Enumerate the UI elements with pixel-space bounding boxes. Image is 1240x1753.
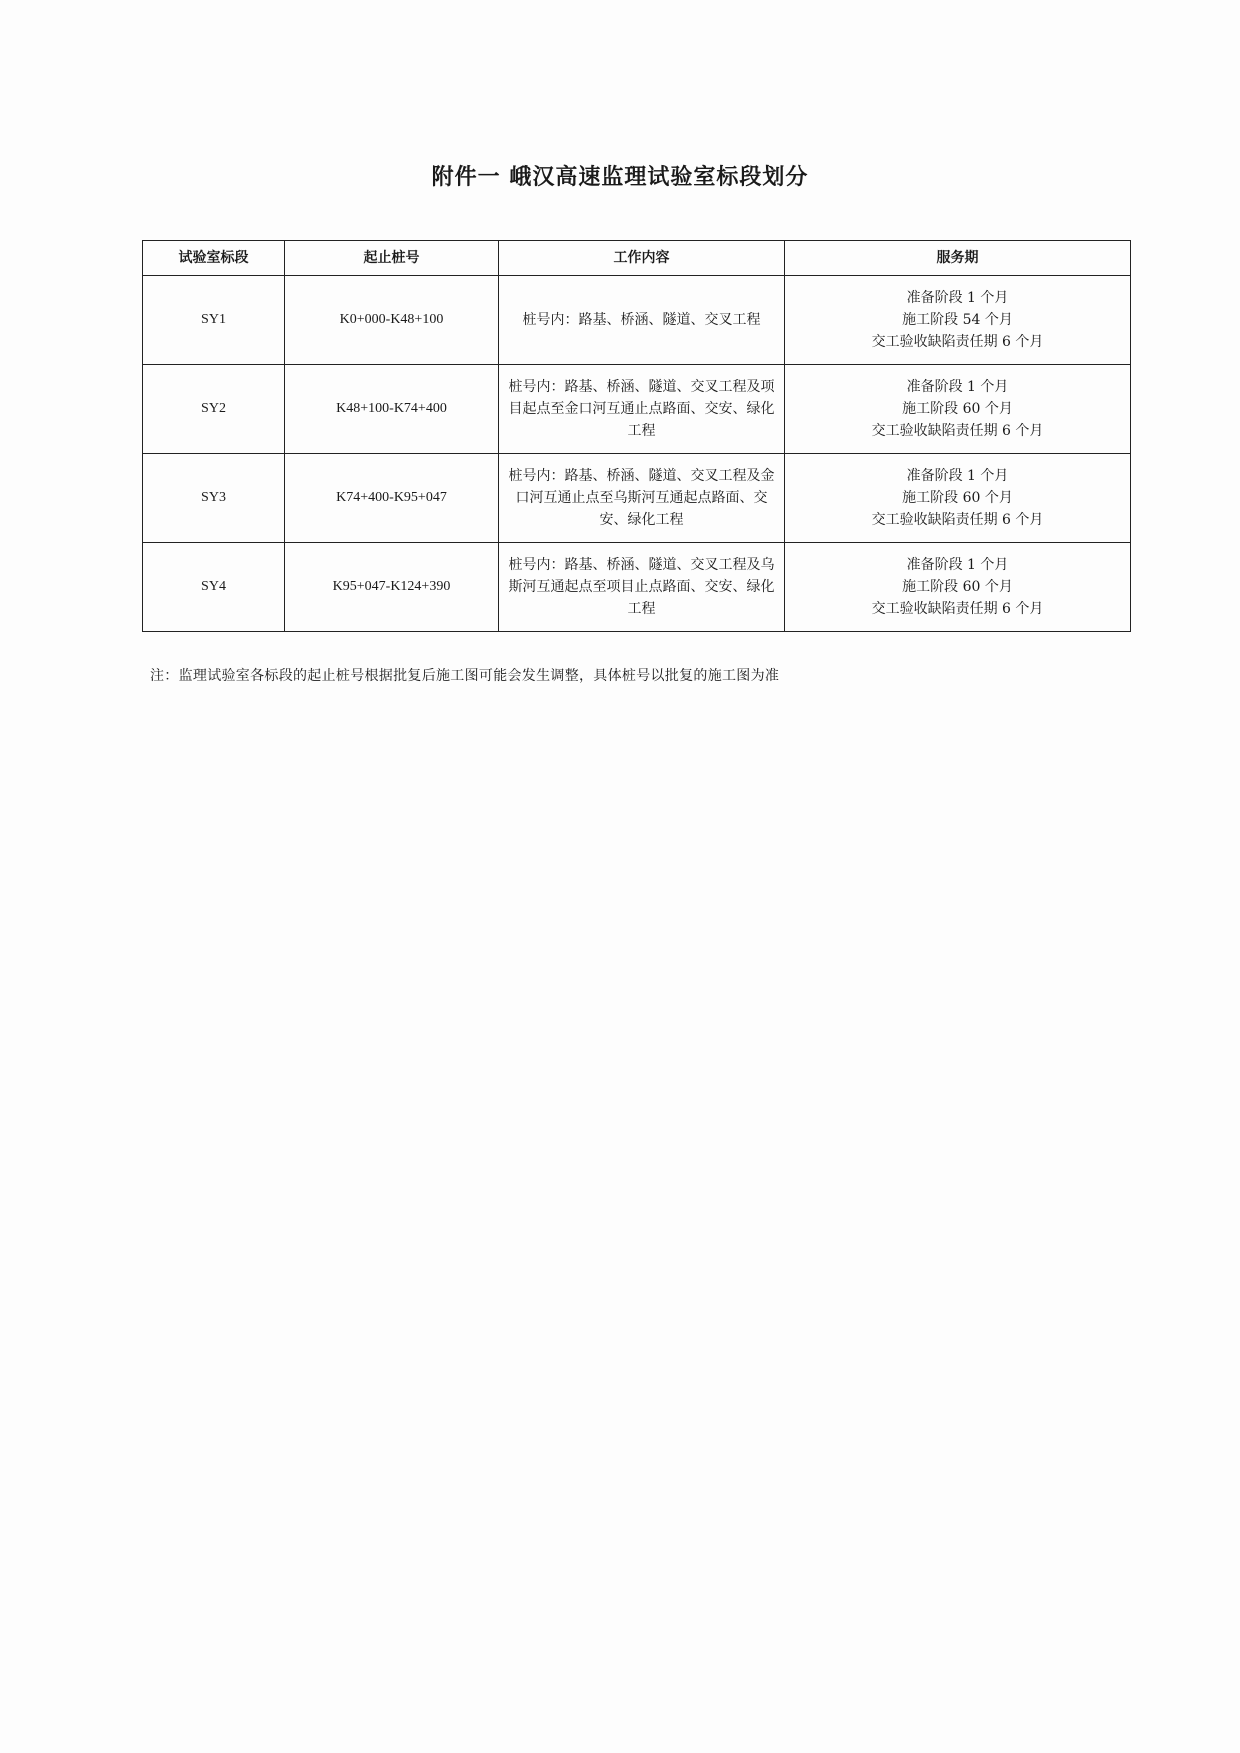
header-content: 工作内容 bbox=[499, 241, 785, 276]
section-table bbox=[142, 240, 1131, 632]
table-header-row bbox=[143, 241, 1131, 276]
cell-section: SY1 bbox=[143, 276, 285, 365]
service-line: 准备阶段 1 个月 bbox=[906, 290, 1009, 306]
document-title: 附件一 峨汉高速监理试验室标段划分 bbox=[431, 165, 809, 190]
cell-service bbox=[785, 365, 1131, 454]
service-line: 准备阶段 1 个月 bbox=[906, 379, 1009, 395]
cell-range: K48+100-K74+400 bbox=[285, 365, 499, 454]
service-line: 交工验收缺陷责任期 6 个月 bbox=[871, 423, 1044, 439]
cell-service bbox=[785, 454, 1131, 543]
table-row bbox=[143, 276, 1131, 365]
service-line: 准备阶段 1 个月 bbox=[906, 468, 1009, 484]
header-section: 试验室标段 bbox=[143, 241, 285, 276]
table-row bbox=[143, 365, 1131, 454]
cell-range: K0+000-K48+100 bbox=[285, 276, 499, 365]
cell-service bbox=[785, 276, 1131, 365]
cell-range: K74+400-K95+047 bbox=[285, 454, 499, 543]
service-line: 交工验收缺陷责任期 6 个月 bbox=[871, 601, 1044, 617]
service-line: 施工阶段 60 个月 bbox=[902, 579, 1013, 595]
cell-service bbox=[785, 543, 1131, 632]
service-line: 施工阶段 54 个月 bbox=[902, 312, 1013, 328]
cell-section: SY4 bbox=[143, 543, 285, 632]
cell-section: SY3 bbox=[143, 454, 285, 543]
table-row bbox=[143, 454, 1131, 543]
cell-section: SY2 bbox=[143, 365, 285, 454]
service-line: 交工验收缺陷责任期 6 个月 bbox=[871, 334, 1044, 350]
cell-content: 桩号内：路基、桥涵、隧道、交叉工程及金口河互通止点至乌斯河互通起点路面、交安、绿化工程 bbox=[499, 454, 785, 543]
service-line: 交工验收缺陷责任期 6 个月 bbox=[871, 512, 1044, 528]
service-line: 施工阶段 60 个月 bbox=[902, 401, 1013, 417]
cell-content: 桩号内：路基、桥涵、隧道、交叉工程及乌斯河互通起点至项目止点路面、交安、绿化工程 bbox=[499, 543, 785, 632]
header-service: 服务期 bbox=[785, 241, 1131, 276]
cell-content: 桩号内：路基、桥涵、隧道、交叉工程及项目起点至金口河互通止点路面、交安、绿化工程 bbox=[499, 365, 785, 454]
cell-content: 桩号内：路基、桥涵、隧道、交叉工程 bbox=[499, 276, 785, 365]
document-note: 注：监理试验室各标段的起止桩号根据批复后施工图可能会发生调整，具体桩号以批复的施工图为准 bbox=[150, 668, 780, 684]
service-line: 准备阶段 1 个月 bbox=[906, 557, 1009, 573]
cell-range: K95+047-K124+390 bbox=[285, 543, 499, 632]
header-range: 起止桩号 bbox=[285, 241, 499, 276]
service-line: 施工阶段 60 个月 bbox=[902, 490, 1013, 506]
table-row bbox=[143, 543, 1131, 632]
